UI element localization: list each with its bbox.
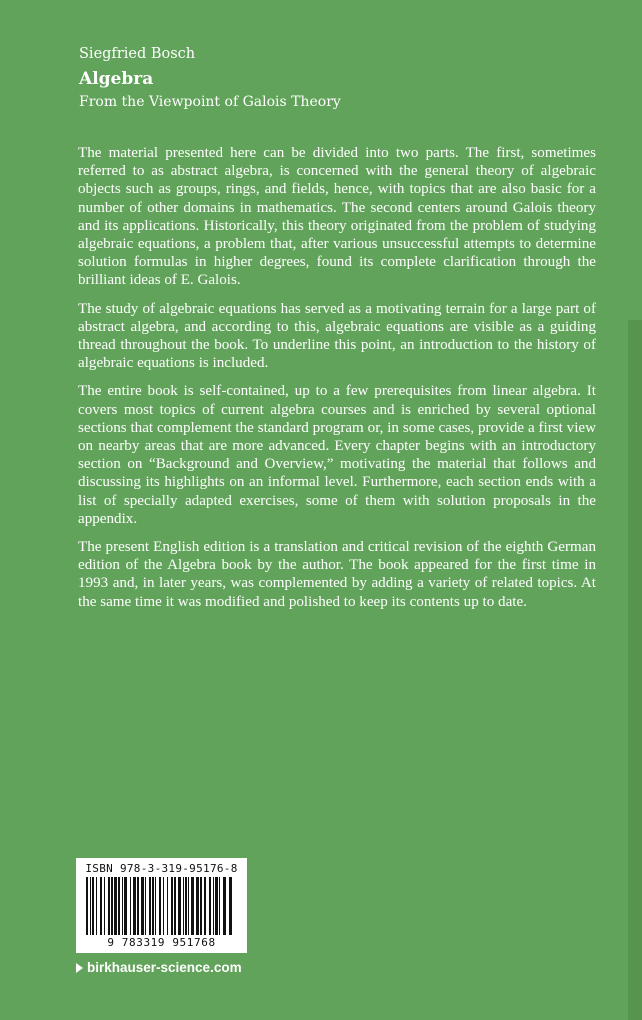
barcode-bar bbox=[167, 877, 168, 935]
blurb-paragraph-3: The entire book is self-contained, up to a few prerequisites from linear algebra. It covers most topics of current algebra courses and is enriched by several optional sections that complement the standard program or, in some cases, provide a first view on nearby areas that are more advanced. Every chapter begins with an introductory section on “Background and Overview,” motivating the material that follows and discussing its highlights on an informal level. Furthermore, each section ends with a list of specially adapted exercises, some of them with solution proposals in the appendix. bbox=[78, 383, 596, 527]
author-name: Siegfried Bosch bbox=[79, 46, 196, 62]
arrow-right-icon bbox=[76, 963, 83, 973]
book-subtitle: From the Viewpoint of Galois Theory bbox=[79, 94, 341, 110]
barcode-bar bbox=[209, 877, 211, 935]
barcode-bar bbox=[137, 877, 139, 935]
barcode-bar bbox=[133, 877, 136, 935]
barcode-bar bbox=[163, 877, 164, 935]
spine-strip bbox=[628, 320, 642, 1020]
barcode-bar bbox=[108, 877, 110, 935]
barcode-bar bbox=[92, 877, 94, 935]
barcode-bar bbox=[155, 877, 156, 935]
barcode-bar bbox=[130, 877, 131, 935]
blurb-paragraph-2: The study of algebraic equations has served as a motivating terrain for a large part of abstract algebra, and according to this, algebraic equations are visible as a guiding thread throughout the book. To underline this point, an introduction to the history of algebraic equations is included. bbox=[78, 300, 596, 372]
barcode-bar bbox=[100, 877, 102, 935]
barcode-bars bbox=[86, 877, 237, 935]
back-cover-blurb bbox=[78, 144, 596, 621]
barcode-bar bbox=[145, 877, 146, 935]
barcode-digits: 9 783319 951768 bbox=[107, 936, 216, 949]
barcode-bar bbox=[174, 877, 176, 935]
barcode-bar bbox=[96, 877, 97, 935]
barcode-bar bbox=[141, 877, 144, 935]
barcode-bar bbox=[171, 877, 173, 935]
barcode-bar bbox=[124, 877, 127, 935]
blurb-paragraph-4: The present English edition is a translation and critical revision of the eighth German edition of the Algebra book by the author. The book appeared for the first time in 1993 and, in later years, was complemented by adding a variety of related topics. At the same time it was modified and polished to keep its contents up to date. bbox=[78, 539, 596, 610]
barcode-bar bbox=[196, 877, 199, 935]
book-title: Algebra bbox=[79, 69, 154, 89]
barcode-bar bbox=[229, 877, 232, 935]
barcode-bar bbox=[86, 877, 88, 935]
barcode-bar bbox=[118, 877, 120, 935]
publisher-url: birkhauser-science.com bbox=[87, 960, 242, 975]
barcode-bar bbox=[114, 877, 117, 935]
barcode-bar bbox=[159, 877, 161, 935]
barcode-bar bbox=[188, 877, 189, 935]
barcode-bar bbox=[200, 877, 202, 935]
barcode-bar bbox=[183, 877, 184, 935]
barcode-bar bbox=[204, 877, 206, 935]
barcode-bar bbox=[223, 877, 226, 935]
barcode-bar bbox=[213, 877, 214, 935]
barcode-bar bbox=[149, 877, 151, 935]
barcode-bar bbox=[122, 877, 123, 935]
publisher-link[interactable] bbox=[76, 959, 242, 977]
barcode-bar bbox=[104, 877, 105, 935]
barcode-bar bbox=[215, 877, 218, 935]
isbn-label: ISBN 978-3-319-95176-8 bbox=[85, 862, 238, 875]
isbn-barcode bbox=[76, 858, 247, 953]
barcode-bar bbox=[111, 877, 113, 935]
barcode-bar bbox=[191, 877, 194, 935]
barcode-bar bbox=[152, 877, 154, 935]
barcode-bar bbox=[178, 877, 181, 935]
blurb-paragraph-1: The material presented here can be divided into two parts. The first, sometimes referred to as abstract algebra, is concerned with the general theory of algebraic objects such as groups, rings, and fields, hence, with topics that are also basic for a number of other domains in mathematics. The second centers around Galois theory and its applications. Historically, this theory originated from the problem of studying algebraic equations, a problem that, after various unsuccessful attempts to determine solution formulas in higher degrees, found its complete clarification through the brilliant ideas of E. Galois. bbox=[78, 145, 596, 289]
barcode-bar bbox=[219, 877, 220, 935]
barcode-bar bbox=[185, 877, 187, 935]
barcode-bar bbox=[90, 877, 91, 935]
